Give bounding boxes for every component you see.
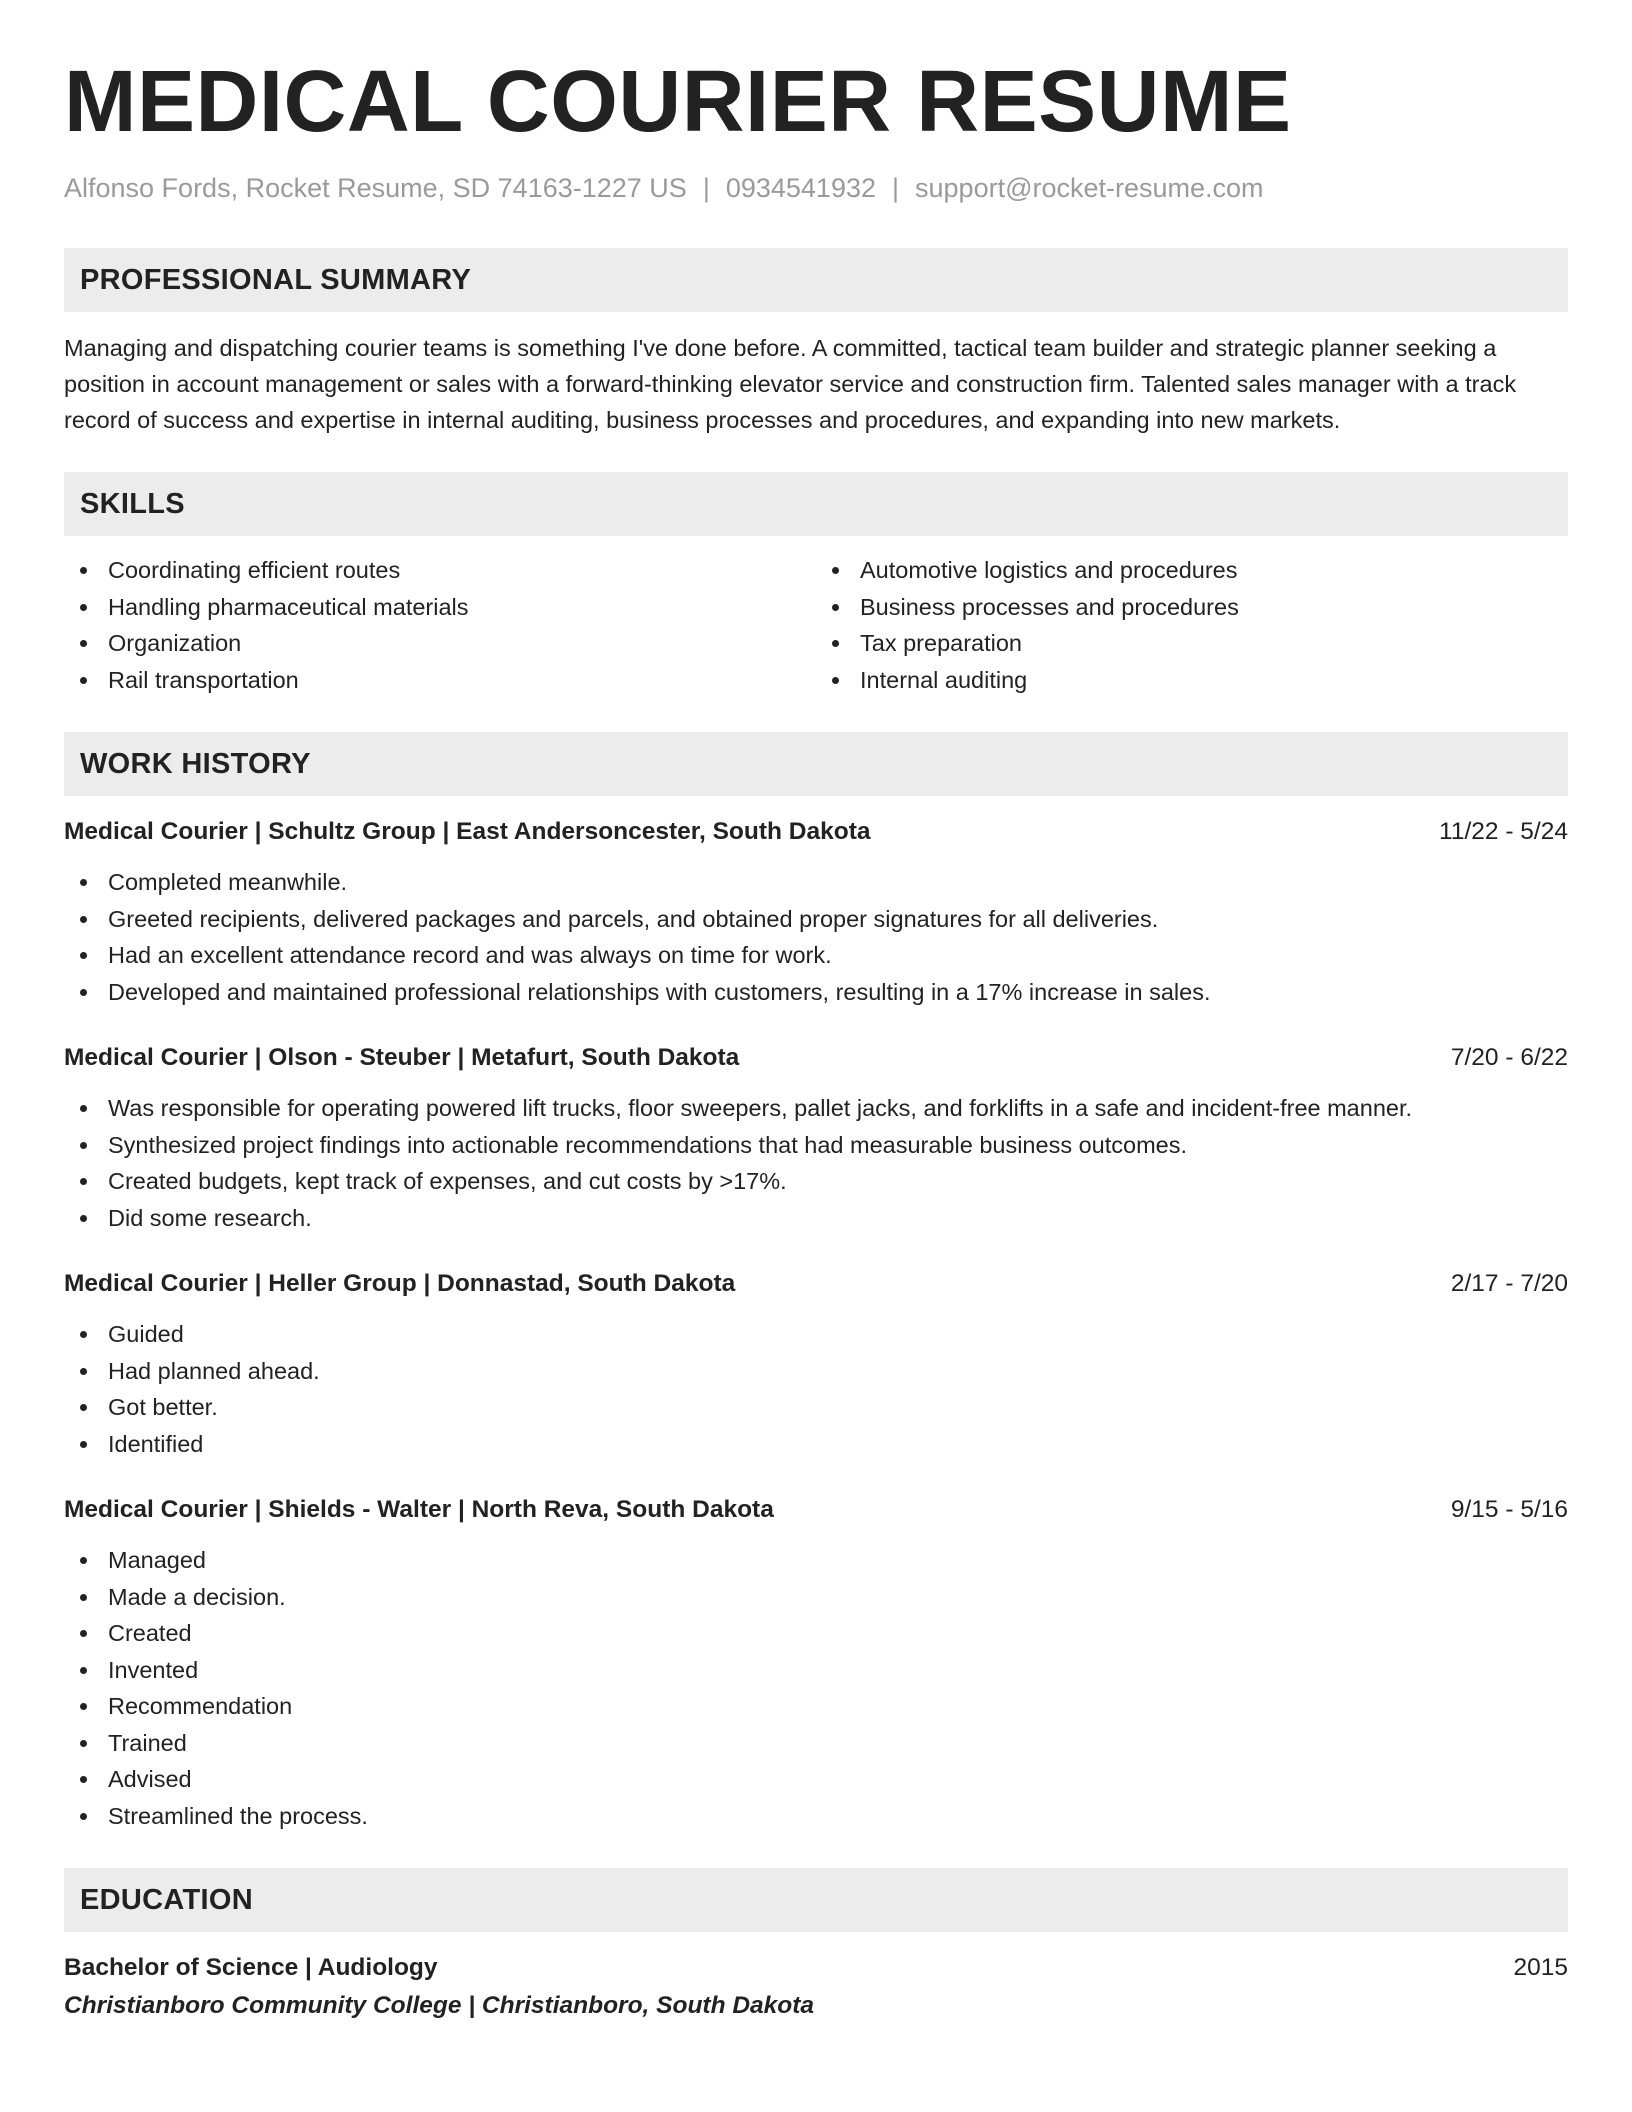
job-bullet: Made a decision. <box>64 1579 1568 1616</box>
skills-section <box>64 472 1568 698</box>
contact-separator: | <box>702 173 710 203</box>
skill-item: Organization <box>64 625 816 662</box>
contact-address: Alfonso Fords, Rocket Resume, SD 74163-1227 US <box>64 173 687 203</box>
work-history-heading: WORK HISTORY <box>64 732 1568 796</box>
skills-heading: SKILLS <box>64 472 1568 536</box>
job-bullet: Guided <box>64 1316 1568 1353</box>
job-entry <box>64 1492 1568 1834</box>
skill-item: Coordinating efficient routes <box>64 552 816 589</box>
contact-line <box>64 173 1568 204</box>
job-bullet: Completed meanwhile. <box>64 864 1568 901</box>
skill-item: Handling pharmaceutical materials <box>64 589 816 626</box>
job-bullet: Synthesized project findings into actionable recommendations that had measurable business outcomes. <box>64 1127 1568 1164</box>
work-history-section <box>64 732 1568 1834</box>
skill-item: Rail transportation <box>64 662 816 699</box>
skills-column-left <box>64 552 816 698</box>
skill-item: Internal auditing <box>816 662 1568 699</box>
resume-title: MEDICAL COURIER RESUME <box>64 53 1292 150</box>
summary-text: Managing and dispatching courier teams is something I've done before. A committed, tactical team builder and strategic planner seeking a position in account management or sales with a forward-thinking elevator service and construction firm. Talented sales manager with a track record of success and expertise in internal auditing, business processes and procedures, and expanding into new markets. <box>64 335 1517 433</box>
summary-section <box>64 248 1568 438</box>
job-bullet: Had planned ahead. <box>64 1353 1568 1390</box>
job-entry <box>64 1040 1568 1236</box>
job-bullet: Created budgets, kept track of expenses, and cut costs by >17%. <box>64 1163 1568 1200</box>
education-school: Christianboro Community College | Christianboro, South Dakota <box>64 1992 815 2019</box>
job-bullet: Did some research. <box>64 1200 1568 1237</box>
job-bullet: Advised <box>64 1761 1568 1798</box>
job-bullet: Created <box>64 1615 1568 1652</box>
job-dates: 11/22 - 5/24 <box>1439 818 1568 845</box>
job-bullet: Invented <box>64 1652 1568 1689</box>
skills-column-right <box>816 552 1568 698</box>
job-title: Medical Courier | Heller Group | Donnastad, South Dakota <box>64 1270 736 1297</box>
job-bullet: Greeted recipients, delivered packages and parcels, and obtained proper signatures for all deliveries. <box>64 901 1568 938</box>
contact-phone: 0934541932 <box>725 173 876 203</box>
job-bullet: Developed and maintained professional relationships with customers, resulting in a 17% increase in sales. <box>64 974 1568 1011</box>
job-title: Medical Courier | Olson - Steuber | Metafurt, South Dakota <box>64 1044 740 1071</box>
job-bullet: Had an excellent attendance record and was always on time for work. <box>64 937 1568 974</box>
summary-heading: PROFESSIONAL SUMMARY <box>64 248 1568 312</box>
contact-separator: | <box>892 173 900 203</box>
contact-email: support@rocket-resume.com <box>915 173 1264 203</box>
job-entry <box>64 1266 1568 1462</box>
job-entry <box>64 814 1568 1010</box>
education-heading: EDUCATION <box>64 1868 1568 1932</box>
skill-item: Tax preparation <box>816 625 1568 662</box>
skill-item: Business processes and procedures <box>816 589 1568 626</box>
education-year: 2015 <box>1513 1954 1568 1981</box>
job-bullet: Managed <box>64 1542 1568 1579</box>
education-section <box>64 1868 1568 2024</box>
skill-item: Automotive logistics and procedures <box>816 552 1568 589</box>
job-dates: 7/20 - 6/22 <box>1450 1044 1568 1071</box>
job-dates: 2/17 - 7/20 <box>1450 1270 1568 1297</box>
job-dates: 9/15 - 5/16 <box>1450 1496 1568 1523</box>
job-bullet: Identified <box>64 1426 1568 1463</box>
skills-grid <box>64 552 1568 698</box>
job-bullet: Got better. <box>64 1389 1568 1426</box>
job-bullet: Recommendation <box>64 1688 1568 1725</box>
education-degree: Bachelor of Science | Audiology <box>64 1954 438 1981</box>
job-bullet: Streamlined the process. <box>64 1798 1568 1835</box>
job-bullet: Was responsible for operating powered lift trucks, floor sweepers, pallet jacks, and forklifts in a safe and incident-free manner. <box>64 1090 1568 1127</box>
job-bullet: Trained <box>64 1725 1568 1762</box>
job-title: Medical Courier | Shields - Walter | North Reva, South Dakota <box>64 1496 774 1523</box>
job-title: Medical Courier | Schultz Group | East Andersoncester, South Dakota <box>64 818 871 845</box>
